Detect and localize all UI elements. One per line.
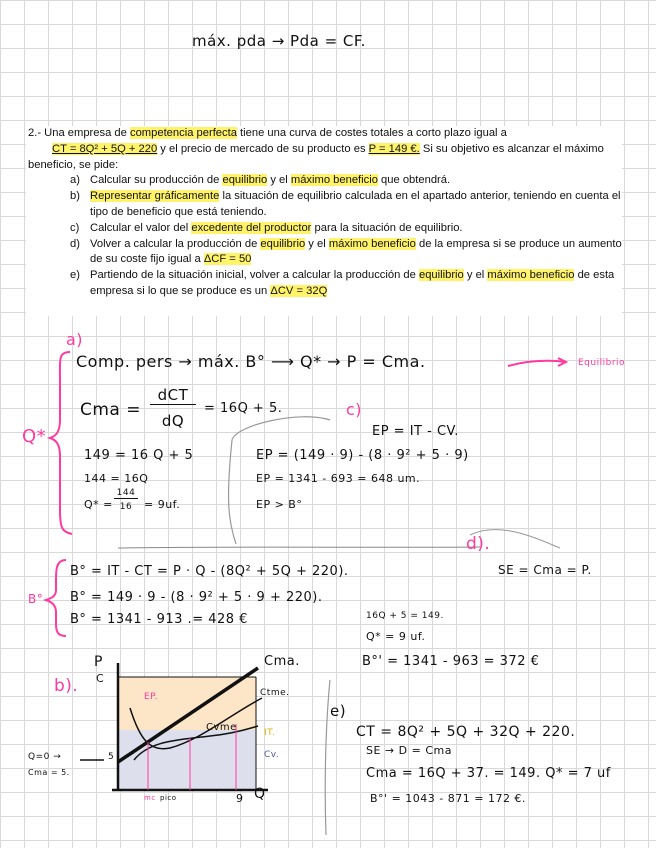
a-line-2: 144 = 16Q xyxy=(84,472,149,485)
problem-item-text: ΔCV = 32Q xyxy=(270,284,328,297)
a-line-3-lhs: Q* = xyxy=(84,498,113,511)
problem-item-text: y el xyxy=(463,269,488,282)
graph-five-label: 5 xyxy=(108,752,115,762)
label-qstar: Q* xyxy=(22,426,47,447)
c-line-2: EP = 1341 - 693 = 648 um. xyxy=(256,472,421,485)
top-note: máx. pda → Pda = CF. xyxy=(192,32,366,50)
graph-p-label: P xyxy=(94,654,103,670)
problem-item-label: d) xyxy=(70,237,80,250)
problem-item-text: y el xyxy=(305,237,329,250)
graph-cma-label: Cma. xyxy=(264,654,300,669)
problem-item-text: Volver a calcular la producción de xyxy=(90,237,261,250)
graph-pico-label: pico xyxy=(160,794,177,802)
a-line-1: 149 = 16 Q + 5 xyxy=(84,448,194,463)
problem-item-text: excedente del productor xyxy=(191,221,312,234)
d-line-1: 16Q + 5 = 149. xyxy=(366,611,444,621)
cma-lhs: Cma = xyxy=(80,400,141,420)
label-b-graph: b). xyxy=(54,676,79,696)
problem-item-label: c) xyxy=(70,221,80,234)
problem-item-text: máximo beneficio xyxy=(290,174,378,187)
problem-item-text: de esta empresa si lo que se produce es un xyxy=(90,269,615,297)
label-d: d). xyxy=(466,534,491,554)
b-line-2: B° = 149 · 9 - (8 · 9² + 5 · 9 + 220). xyxy=(70,590,323,605)
brace-b xyxy=(46,560,66,636)
e-line-4: B°' = 1043 - 871 = 172 €. xyxy=(370,792,526,805)
c-line-1: EP = (149 · 9) - (8 · 9² + 5 · 9) xyxy=(256,448,469,463)
cost-curve-graph xyxy=(80,663,268,790)
problem-item-text: ΔCF = 50 xyxy=(203,253,252,266)
graph-ep-label: EP. xyxy=(144,692,159,702)
e-line-3: Cma = 16Q + 37. = 149. Q* = 7 uf xyxy=(366,766,611,781)
cma-num: dCT xyxy=(150,386,196,405)
c-line-0: EP = IT - CV. xyxy=(372,424,459,439)
problem-item-label: e) xyxy=(70,269,80,282)
graph-cvme-label: Cvme xyxy=(206,722,237,733)
tag-equilibrio: Equilibrio xyxy=(578,358,626,368)
problem-item-text: Partiendo de la situación inicial, volver a calcular la producción de xyxy=(90,269,419,282)
graph-mc-label: mc xyxy=(144,794,156,802)
separator xyxy=(118,547,480,548)
problem-intro: 2.- Una empresa de competencia perfecta tiene una curva de costes totales a corto plazo igual a CT = 8Q² + 5Q + 220 y el precio de mercado de su producto es P = 149 €. Si su objetivo es alcanzar el máximo beneficio, se pide: xyxy=(28,127,604,171)
problem-item-text: que obtendrá. xyxy=(377,174,451,187)
d-line-0: SE = Cma = P. xyxy=(498,563,592,577)
problem-item-text: máximo beneficio xyxy=(328,237,416,250)
problem-item-text: máximo beneficio xyxy=(487,269,575,282)
label-e: e) xyxy=(330,702,347,720)
graph-q0-label: Q=0 → xyxy=(28,752,62,762)
label-c: c) xyxy=(346,400,363,419)
equilibrio-arrow xyxy=(508,361,566,366)
brace-a xyxy=(50,352,72,534)
a-line-3-rhs: = 9uf. xyxy=(144,498,181,511)
a-line-3-num: 144 xyxy=(114,488,138,499)
cma-den: dQ xyxy=(161,412,185,430)
graph-c-label: C xyxy=(96,672,105,685)
problem-item-label: a) xyxy=(70,174,80,187)
problem-item-text: y el xyxy=(267,174,291,187)
problem-item-text: equilibrio xyxy=(418,269,464,282)
label-a: a) xyxy=(66,330,84,349)
problem-item-text: Calcular su producción de xyxy=(90,174,223,187)
cma-rhs: = 16Q + 5. xyxy=(204,401,283,416)
c-line-3: EP > B° xyxy=(256,498,303,511)
problem-item-text: para la situación de equilibrio. xyxy=(311,221,463,234)
d-line-2: Q* = 9 uf. xyxy=(366,630,426,643)
problem-item-label: b) xyxy=(70,190,80,203)
e-line-2: SE → D = Cma xyxy=(366,744,452,757)
problem-item-text: Calcular el valor del xyxy=(90,221,192,234)
d-line-3: B°' = 1341 - 963 = 372 € xyxy=(362,654,540,669)
problem-item-text: equilibrio xyxy=(222,174,268,187)
label-b-side: B° xyxy=(28,592,44,606)
graph-it-label: IT. xyxy=(264,728,276,738)
problem-item-text: de la empresa si se produce un aumento de su coste fijo igual a xyxy=(90,237,622,266)
problem-item-text: la situación de equilibrio calculada en el apartado anterior, teniendo en cuenta el tipo de beneficio que está teniendo. xyxy=(90,190,621,218)
a-line-3-den: 16 xyxy=(119,502,133,512)
line-comp: Comp. pers → máx. B° ⟶ Q* → P = Cma. xyxy=(76,352,426,371)
graph-nine-label: 9 xyxy=(236,792,244,805)
b-line-1: B° = IT - CT = P · Q - (8Q² + 5Q + 220). xyxy=(70,564,349,579)
e-line-1: CT = 8Q² + 5Q + 32Q + 220. xyxy=(356,724,576,740)
graph-ctme-label: Ctme. xyxy=(260,688,290,698)
b-line-3: B° = 1341 - 913 .= 428 € xyxy=(70,612,248,627)
graph-cma5-label: Cma = 5. xyxy=(28,768,70,777)
graph-q-label: Q xyxy=(254,786,266,802)
graph-cv-label: Cv. xyxy=(264,750,280,760)
problem-item-text: equilibrio xyxy=(260,237,306,250)
problem-item-text: Representar gráficamente xyxy=(90,190,220,203)
